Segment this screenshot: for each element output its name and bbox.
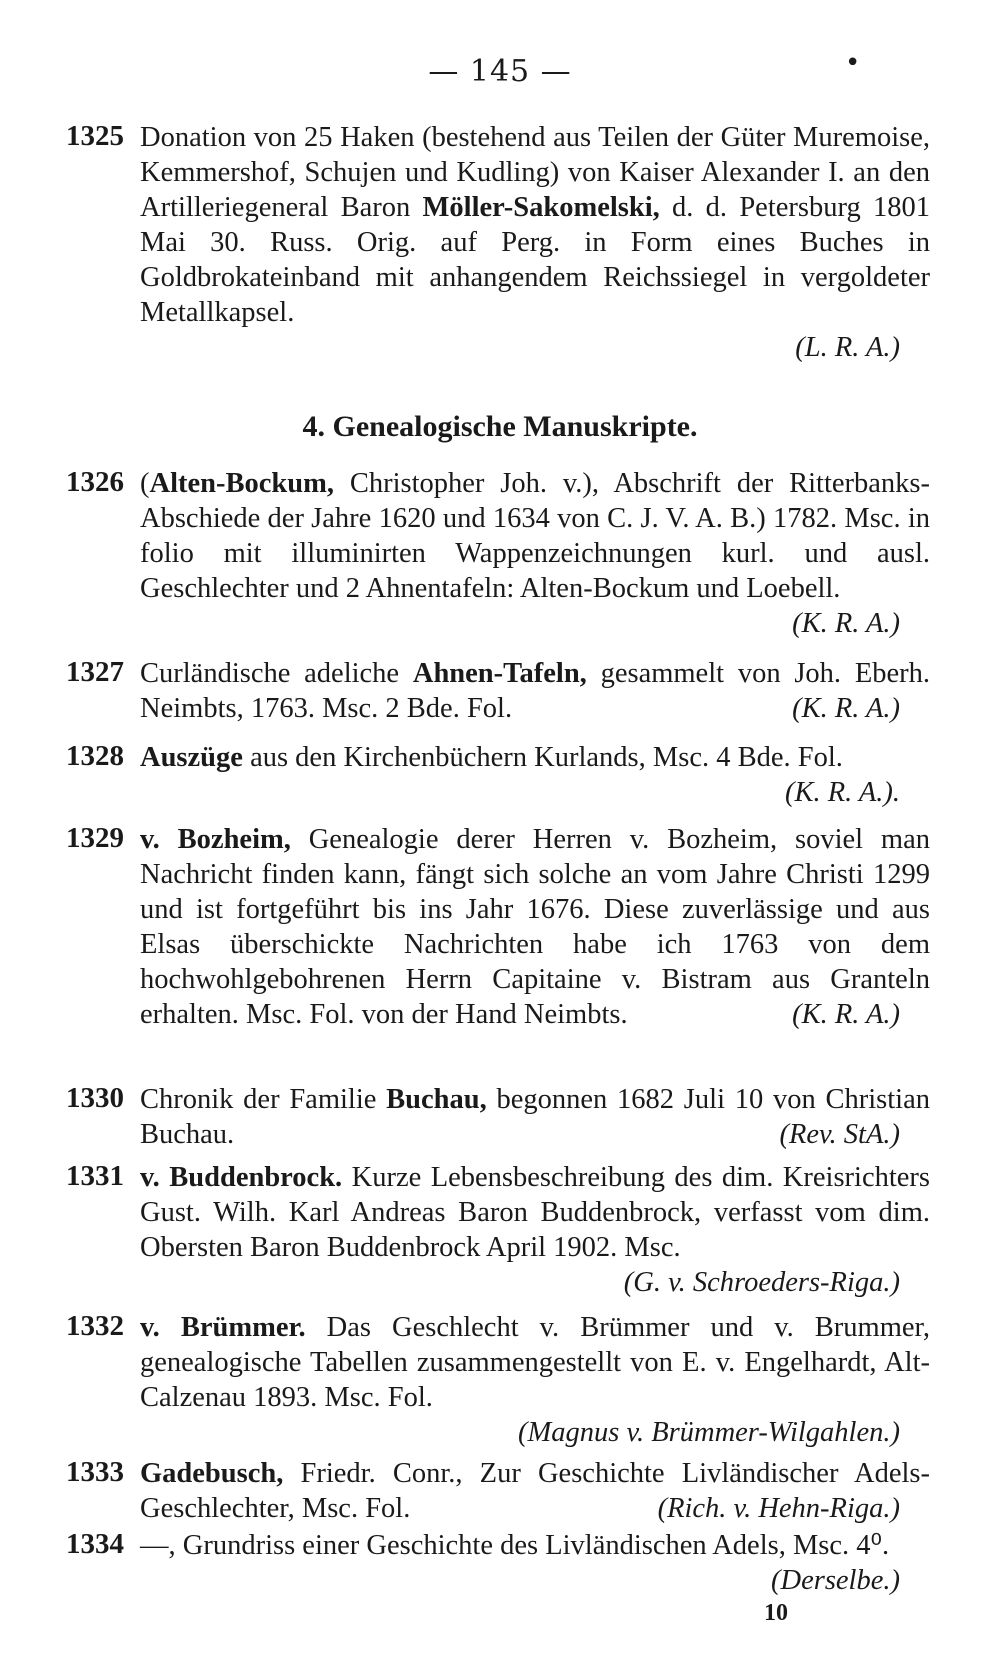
entry-name: Gadebusch, [140, 1458, 284, 1489]
entry-number: 1334 [66, 1528, 124, 1560]
entry-number: 1333 [66, 1456, 124, 1488]
section-title: 4. Genealogische Manuskripte. [302, 410, 698, 443]
entry-text-part: Kurze Lebensbeschreibung des dim. Kreisrichters Gust. Wilh. Karl Andreas Baron Buddenbrock, verfasst vom dim. Obersten Baron Buddenbrock April 1902. Msc. [140, 1162, 930, 1263]
entry-text [140, 120, 930, 365]
catalog-entry [0, 656, 1000, 726]
entry-text-part: Friedr. Conr., Zur Geschichte Livländischer Adels-Geschlechter, Msc. Fol. [140, 1458, 930, 1524]
entry-text [140, 656, 930, 726]
entry-text-part: ( [140, 468, 150, 499]
entry-name: v. Buddenbrock. [140, 1162, 343, 1193]
entry-name: Alten-Bockum, [149, 468, 334, 499]
entry-source: (K. R. A.) [792, 999, 900, 1030]
entry-text [140, 740, 930, 808]
entry-text-part: Das Geschlecht v. Brümmer und v. Brummer, genealogische Tabellen zusammengestellt von E. v. Engelhardt, Alt-Calzenau 1893. Msc. Fol. [140, 1312, 930, 1413]
entry-text-part: aus den Kirchenbüchern Kurlands, Msc. 4 Bde. Fol. [242, 742, 843, 773]
entry-text [140, 822, 930, 1032]
entry-text-part: Genealogie derer Herren v. Bozheim, soviel man Nachricht finden kann, fängt sich solche an vom Jahre Christi 1299 und ist fortgeführt bis ins Jahr 1676. Diese zuverlässige und aus Elsas überschickte Nachrichten habe ich 1763 von dem hochwohlgebohrenen Herrn Capitaine v. Bistram aus Granteln erhalten. Msc. Fol. von der Hand Neimbts. [140, 824, 930, 1030]
entry-source: (Rich. v. Hehn-Riga.) [657, 1493, 900, 1524]
sheet-signature: 10 [764, 1600, 788, 1626]
entry-source: (Rev. StA.) [779, 1119, 900, 1150]
catalog-entry [0, 1456, 1000, 1526]
entry-source: (K. R. A.) [792, 608, 900, 639]
entry-name: Ahnen-Tafeln, [412, 658, 587, 689]
entry-number: 1327 [66, 656, 124, 688]
entry-text [140, 1310, 930, 1450]
entry-text-part: Christopher Joh. v.), Abschrift der Ritterbanks-Abschiede der Jahre 1620 und 1634 von C. J. V. A. B.) 1782. Msc. in folio mit illuminirten Wappenzeichnungen kurl. und ausl. Geschlechter und 2 Ahnentafeln: Alten-Bockum und Loebell. [140, 468, 930, 604]
entry-name: Buchau, [386, 1084, 487, 1115]
entry-text-part: gesammelt von Joh. Eberh. Neimbts, 1763. Msc. 2 Bde. Fol. [140, 658, 930, 724]
entry-name: Möller-Sakomelski, [422, 192, 660, 223]
entry-text-part: d. d. Petersburg 1801 Mai 30. Russ. Orig. auf Perg. in Form eines Buches in Goldbrokateinband mit anhangendem Reichssiegel in vergoldeter Metallkapsel. [140, 192, 930, 328]
entry-source: (Magnus v. Brümmer-Wilgahlen.) [518, 1417, 900, 1448]
entry-source: (K. R. A.). [784, 777, 900, 808]
entry-text-part: begonnen 1682 Juli 10 von Christian Buchau. [140, 1084, 930, 1150]
catalog-entry [0, 822, 1000, 1032]
catalog-entry [0, 120, 1000, 365]
entry-source: (Derselbe.) [771, 1565, 900, 1596]
entry-name: v. Brümmer. [140, 1312, 306, 1343]
entry-number: 1331 [66, 1160, 124, 1192]
entry-text [140, 1528, 930, 1596]
entry-text [140, 1456, 930, 1526]
entry-text [140, 466, 930, 639]
entry-text [140, 1082, 930, 1152]
entry-source: (G. v. Schroeders-Riga.) [623, 1267, 900, 1298]
catalog-entry [0, 1160, 1000, 1300]
entry-number: 1326 [66, 466, 124, 498]
entry-text [140, 1160, 930, 1298]
entry-number: 1328 [66, 740, 124, 772]
entry-number: 1325 [66, 120, 124, 152]
entry-source: (K. R. A.) [792, 693, 900, 724]
entry-number: 1330 [66, 1082, 124, 1114]
entry-text-part: —, Grundriss einer Geschichte des Livländischen Adels, Msc. 4⁰. [140, 1530, 890, 1561]
entry-text-part: Curländische adeliche [140, 658, 413, 689]
catalog-entry [0, 1310, 1000, 1450]
entry-name: Auszüge [140, 742, 243, 773]
catalog-entry [0, 1082, 1000, 1152]
entry-number: 1329 [66, 822, 124, 854]
entry-number: 1332 [66, 1310, 124, 1342]
catalog-entry [0, 740, 1000, 810]
entry-text-part: Chronik der Familie [140, 1084, 387, 1115]
entry-source: (L. R. A.) [795, 332, 900, 363]
page-mark: • [845, 48, 861, 78]
page-number: — 145 — [428, 54, 572, 89]
entry-text-part: Donation von 25 Haken (bestehend aus Teilen der Güter Muremoise, Kemmershof, Schujen und Kudling) von Kaiser Alexander I. an den Artilleriegeneral Baron [140, 122, 930, 223]
entry-name: v. Bozheim, [140, 824, 291, 855]
catalog-entry [0, 466, 1000, 641]
catalog-entry [0, 1528, 1000, 1598]
